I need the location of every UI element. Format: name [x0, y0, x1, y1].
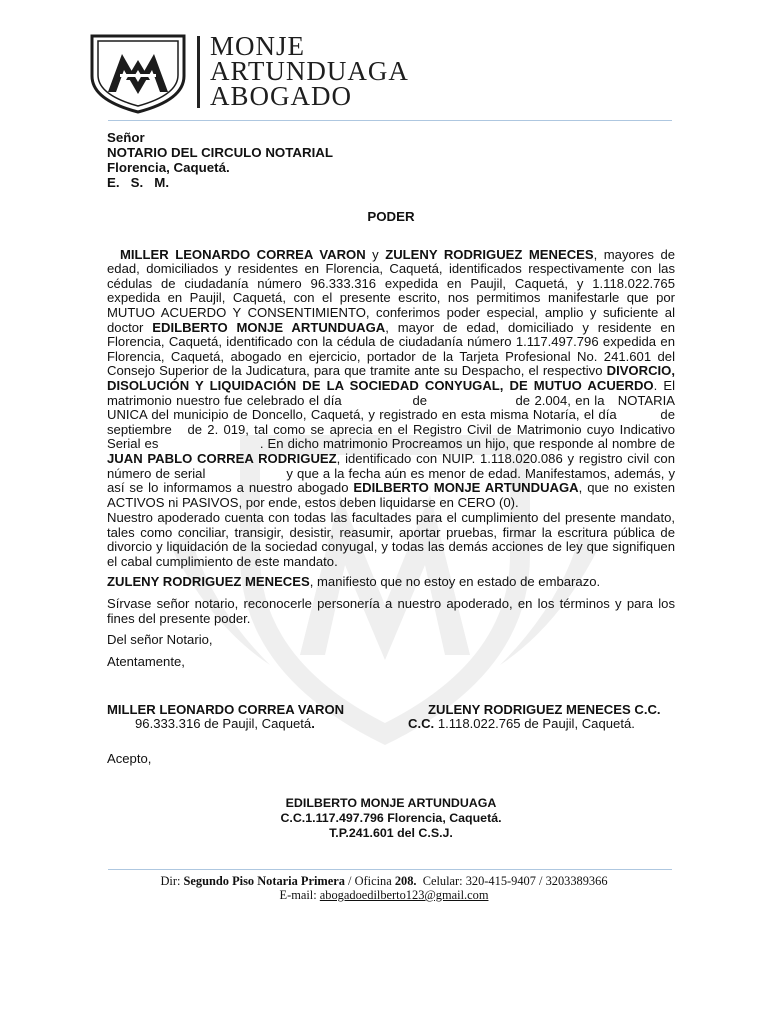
document-title: PODER	[367, 209, 415, 224]
paragraph-poder	[107, 233, 679, 510]
text-span: y	[365, 246, 386, 262]
text-span: , identificado con NUIP. 1.118.020.086 y registro civil con número de serial y que a la fecha aún es menor de edad. Manifestamos, además, y así se lo informamos a nuestro abogado	[107, 450, 679, 496]
brand-name	[210, 31, 409, 111]
text-span: Celular: 320-415-9407 / 3203389366	[416, 874, 608, 888]
grantor-1-name: MILLER LEONARDO CORREA VARON	[119, 246, 366, 262]
grantor-2-name: ZULENY RODRIGUEZ MENECES	[107, 574, 310, 589]
text-span: E-mail:	[279, 888, 320, 902]
text-span: , manifiesto que no estoy en estado de embarazo.	[309, 574, 601, 589]
attorney-name-2: EDILBERTO MONJE ARTUNDUAGA	[353, 480, 579, 496]
text-span: , mayores de edad, domiciliados y residentes en Florencia, Caquetá, identificados respectivamente con las cédulas de ciudadanía número 96.333.316 expedida en Paujil, Caquetá, y 1.118.022.765 expedida en Paujil, Caquetá, con el presente escrito, nos permitimos manifestarle que por MUTUO ACUERDO Y CONSENTIMIENTO, conferimos poder especial, amplio y suficiente al doctor	[107, 246, 679, 335]
header-divider	[108, 120, 672, 121]
text-span: Dir:	[160, 874, 184, 888]
text-span: Primera	[300, 874, 345, 888]
lawyer-name: EDILBERTO MONJE ARTUNDUAGA	[285, 796, 497, 810]
paragraph-facultades: Nuestro apoderado cuenta con todas las facultades para el cumplimiento del presente mandato, tales como conciliar, transigir, desistir, reasumir, aportar pruebas, firmar la escritura pública de divorcio y liquidación de la sociedad conyugal, y todas las demás acciones de ley que signifiquen el cabal cumplimiento de este mandato.	[107, 510, 675, 569]
paragraph-personeria: Sírvase señor notario, reconocerle personería a nuestro apoderado, en los términos y para los fines del presente poder.	[107, 596, 675, 626]
process-type: DIVORCIO, DISOLUCIÓN Y LIQUIDACIÓN DE LA SOCIEDAD CONYUGAL, DE MUTUO ACUERDO	[107, 363, 679, 393]
text-span: .	[311, 716, 315, 731]
brand-line-2: ARTUNDUAGA	[210, 56, 409, 86]
closing-line-1: Del señor Notario,	[107, 632, 213, 647]
text-span: . El matrimonio nuestro fue celebrado el día de de 2.004, en la NOTARIA UNICA del municipio de Doncello, Caquetá, y registrado en esta misma Notaría, el día de septiembre de 2. 019, tal como se aprecia en el Registro Civil de Matrimonio cuyo Indicativo Serial es . En dicho matrimonio Procreamos un hijo, que responde al nombre de	[107, 377, 679, 452]
footer-email	[0, 888, 768, 902]
signature-right-name: ZULENY RODRIGUEZ MENECES C.C.	[428, 702, 661, 717]
footer-address	[0, 874, 768, 888]
text-span: 208.	[394, 874, 417, 888]
paragraph-embarazo	[107, 575, 675, 590]
lawyer-block	[107, 796, 675, 841]
text-span: 1.118.022.765 de Paujil, Caquetá.	[434, 716, 635, 731]
text-span: C.C.	[408, 716, 435, 731]
text-span: / Oficina	[344, 874, 395, 888]
brand-line-3: ABOGADO	[210, 81, 352, 111]
acepto-label: Acepto,	[107, 751, 152, 766]
grantor-2-name: ZULENY RODRIGUEZ MENECES	[385, 246, 594, 262]
signature-left-id	[135, 717, 395, 732]
addressee-esm: E. S. M.	[107, 175, 170, 190]
attorney-name: EDILBERTO MONJE ARTUNDUAGA	[152, 319, 386, 335]
brand-divider	[197, 36, 200, 108]
addressee-salutation: Señor	[107, 130, 145, 145]
brand-line-1: MONJE	[210, 31, 306, 61]
addressee-title: NOTARIO DEL CIRCULO NOTARIAL	[107, 145, 334, 160]
signature-right-id	[408, 717, 678, 732]
addressee-block	[107, 130, 675, 190]
child-name: JUAN PABLO CORREA RODRIGUEZ	[107, 450, 337, 466]
logo-shield-icon	[86, 30, 190, 114]
text-span: , mayor de edad, domiciliado y residente en Florencia, Caquetá, identificado con la cédula de ciudadanía número 1.117.497.796 expedida en Florencia, Caquetá, abogado en ejercicio, portador de la Tarjeta Profesional No. 241.601 del Consejo Superior de la Judicatura, para que tramite ante su Despacho, el respectivo	[107, 319, 679, 379]
text-span: , que no existen ACTIVOS ni PASIVOS, por ende, estos deben liquidarse en CERO (0).	[107, 480, 678, 510]
closing-line-2: Atentamente,	[107, 654, 185, 669]
email-link[interactable]: abogadoedilberto123@gmail.com	[319, 888, 489, 902]
lawyer-cc: C.C.1.117.497.796 Florencia, Caquetá.	[280, 811, 502, 825]
addressee-city: Florencia, Caquetá.	[107, 160, 230, 175]
lawyer-tp: T.P.241.601 del C.S.J.	[329, 826, 453, 840]
text-span: Segundo Piso Notaria	[183, 874, 298, 888]
text-span: 96.333.316 de Paujil, Caquetá	[135, 716, 312, 731]
signature-left-name: MILLER LEONARDO CORREA VARON	[107, 702, 345, 717]
footer-divider	[108, 869, 672, 870]
